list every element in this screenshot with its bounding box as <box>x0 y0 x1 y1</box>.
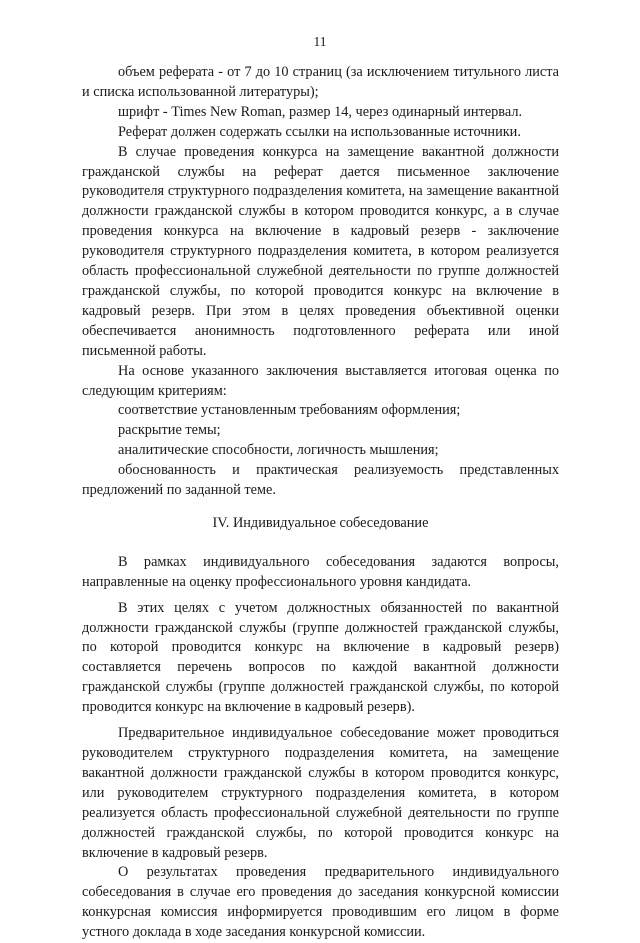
requirement-volume: объем реферата - от 7 до 10 страниц (за исключением титульного листа и списка использованной литературы); <box>82 64 559 100</box>
criterion-item: соответствие установленным требованиям оформления; <box>118 402 461 419</box>
requirement-references: Реферат должен содержать ссылки на использованные источники. <box>118 123 521 140</box>
criteria-intro: На основе указанного заключения выставляется итоговая оценка по следующим критериям: <box>82 362 559 399</box>
criterion-item: обоснованность и практическая реализуемость представленных предложений по заданной теме. <box>82 462 559 499</box>
conclusion-paragraph: В случае проведения конкурса на замещение вакантной должности гражданской службы на реферат дается письменное заключение руководителя структурного подразделения комитета, на замещение вакантной должности гражданской службы в котором проводится конкурс, а в случае проведения конкурса на включение в кадровый резерв - заключение руководителя структурного подразделения комитета, в котором реализуется область профессиональной служебной деятельности по группе должностей гражданской службы, по которой проводится конкурс на включение в кадровый резерв. При этом в целях проведения объективной оценки обеспечивается анонимность подготовленного реферата или иной письменной работы. <box>82 143 559 359</box>
criterion-item: аналитические способности, логичность мышления; <box>118 442 439 459</box>
document-body <box>82 63 559 943</box>
page-number: 11 <box>313 34 327 49</box>
section-paragraph: О результатах проведения предварительного индивидуального собеседования в случае его проведения до заседания конкурсной комиссии конкурсная комиссия информируется проводившим его лицом в форме устного доклада в ходе заседания конкурсной комиссии. <box>82 864 559 941</box>
section-paragraph: В этих целях с учетом должностных обязанностей по вакантной должности гражданской службы (группе должностей гражданской службы, по которой проводится конкурс на включение в кадровый резерв) составляется перечень вопросов по каждой вакантной должности гражданской службы (группе должностей гражданской службы, по которой проводится конкурс на включение в кадровый резерв). <box>82 599 559 716</box>
section-paragraph: Предварительное индивидуальное собеседование может проводиться руководителем структурного подразделения комитета, на замещение вакантной должности гражданской службы в котором проводится конкурс, или руководителем структурного подразделения комитета, в котором реализуется область профессиональной служебной деятельности по группе должностей гражданской службы, по которой проводится конкурс на включение в кадровый резерв. <box>82 725 559 861</box>
section-paragraph: В рамках индивидуального собеседования задаются вопросы, направленные на оценку профессионального уровня кандидата. <box>82 553 559 590</box>
section-heading: IV. Индивидуальное собеседование <box>212 514 429 531</box>
criterion-item: раскрытие темы; <box>118 422 221 439</box>
requirement-font: шрифт - Times New Roman, размер 14, через одинарный интервал. <box>118 103 523 120</box>
